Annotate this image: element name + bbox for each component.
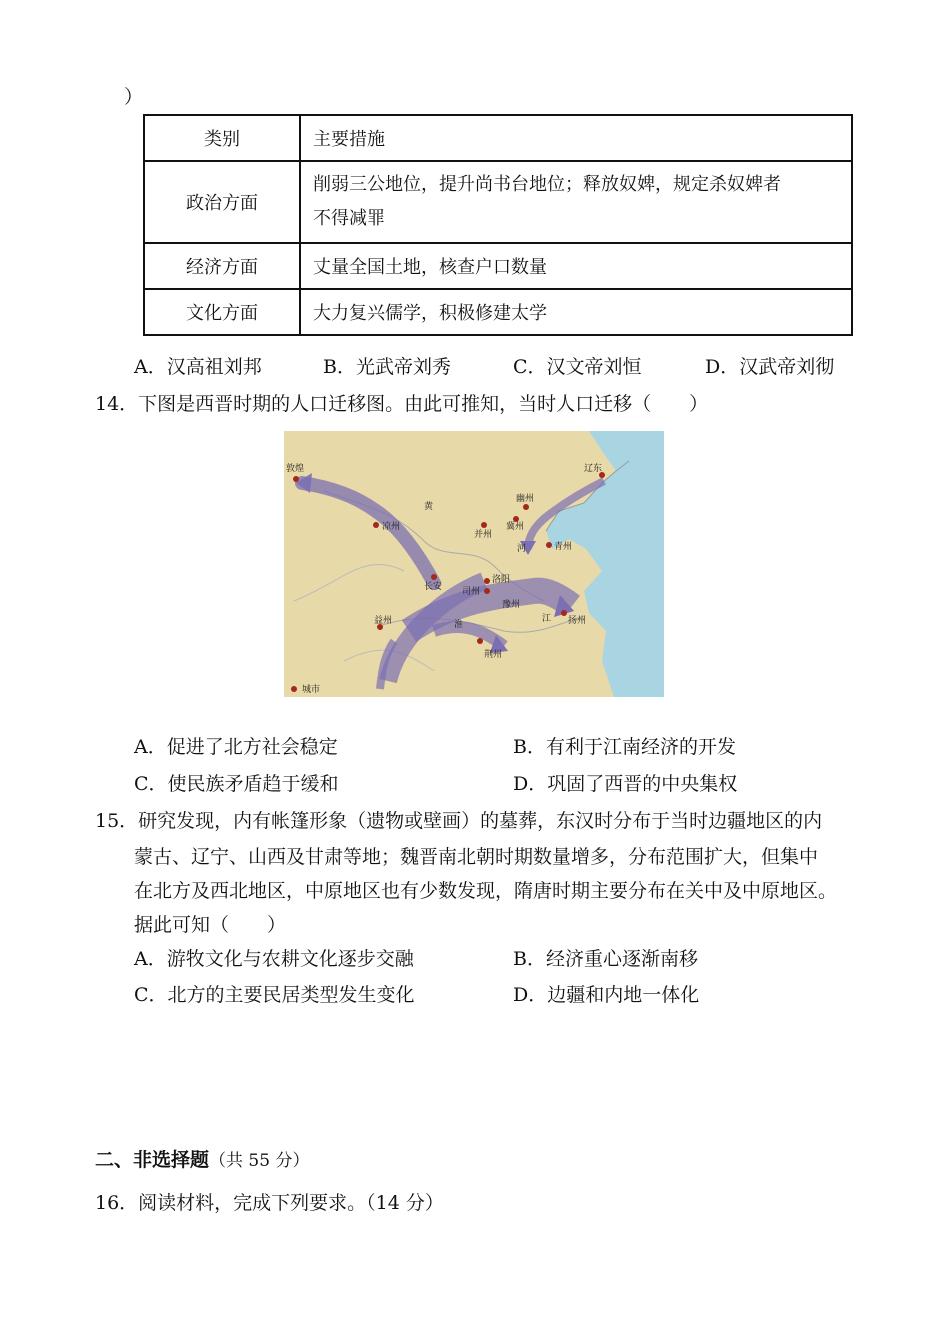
section-title: 二、非选择题	[95, 1149, 210, 1171]
map-label-qingzhou: 青州	[554, 542, 573, 552]
q15-option-c: C．北方的主要民居类型发生变化	[134, 984, 415, 1006]
map-label-bingzhou: 并州	[474, 530, 493, 540]
q14-option-d: D．巩固了西晋的中央集权	[513, 773, 738, 795]
migration-map-svg	[284, 431, 664, 697]
map-label-changan: 长安	[424, 582, 443, 592]
legend-city-dot	[291, 686, 297, 692]
row-measures-line: 削弱三公地位，提升尚书台地位；释放奴婢，规定杀奴婢者	[313, 174, 781, 195]
map-label-yizhou: 益州	[374, 616, 393, 626]
q15-option-a: A．游牧文化与农耕文化逐步交融	[134, 948, 414, 970]
map-label-jiang: 江	[542, 614, 552, 624]
migration-map	[284, 431, 664, 697]
city-dot	[431, 574, 437, 580]
map-label-he: 河	[517, 544, 527, 554]
map-label-yuzhou: 豫州	[502, 600, 521, 610]
question-paren: ）	[124, 86, 144, 108]
q14-stem: 14．下图是西晋时期的人口迁移图。由此可推知，当时人口迁移（ ）	[95, 393, 709, 415]
city-dot	[484, 578, 490, 584]
table-row	[144, 243, 852, 289]
header-measures: 主要措施	[300, 115, 852, 161]
q14-option-c: C．使民族矛盾趋于缓和	[134, 773, 339, 795]
city-dot	[373, 522, 379, 528]
map-label-youzhou: 幽州	[516, 494, 535, 504]
section-heading	[95, 1145, 309, 1172]
q14-option-b: B．有利于江南经济的开发	[513, 736, 736, 758]
q15-stem-line: 蒙古、辽宁、山西及甘肃等地；魏晋南北朝时期数量增多，分布范围扩大，但集中	[134, 846, 819, 868]
q13-option-c: C．汉文帝刘恒	[513, 356, 642, 378]
measures-table	[143, 114, 853, 336]
city-dot	[477, 638, 483, 644]
map-label-dunhuang: 敦煌	[286, 464, 305, 474]
q15-option-b: B．经济重心逐渐南移	[513, 948, 698, 970]
city-dot	[481, 522, 487, 528]
map-label-yangzhou: 扬州	[568, 616, 587, 626]
row-measures-line: 不得减罪	[313, 208, 385, 229]
map-label-liangzhou: 凉州	[382, 522, 401, 532]
map-label-huang: 黄	[424, 502, 434, 512]
section-score: （共 55 分）	[209, 1151, 310, 1171]
q13-option-a: A．汉高祖刘邦	[134, 356, 262, 378]
city-dot	[561, 610, 567, 616]
map-label-jizhou: 冀州	[506, 522, 525, 532]
map-label-huai: 淮	[454, 620, 464, 630]
q15-option-d: D．边疆和内地一体化	[513, 984, 700, 1006]
q14-option-a: A．促进了北方社会稳定	[134, 736, 338, 758]
q15-stem-line: 据此可知（ ）	[134, 914, 287, 936]
map-label-sizhou: 司州	[462, 587, 481, 597]
q15-stem-line: 在北方及西北地区，中原地区也有少数发现，隋唐时期主要分布在关中及中原地区。	[134, 880, 838, 902]
city-dot	[523, 504, 529, 510]
city-dot	[484, 588, 490, 594]
city-dot	[293, 476, 299, 482]
table-row	[144, 289, 852, 335]
map-label-jingzhou: 荆州	[484, 650, 503, 660]
q13-option-d: D．汉武帝刘彻	[705, 356, 835, 378]
map-legend-label: 城市	[302, 685, 321, 695]
table-header-row	[144, 115, 852, 161]
header-category: 类别	[144, 115, 300, 161]
q16-stem: 16．阅读材料，完成下列要求。（14 分）	[95, 1192, 444, 1214]
row-category: 经济方面	[144, 243, 300, 289]
row-category: 文化方面	[144, 289, 300, 335]
row-measures: 大力复兴儒学，积极修建太学	[300, 289, 852, 335]
row-category: 政治方面	[144, 161, 300, 243]
city-dot	[546, 542, 552, 548]
map-label-luoyang: 洛阳	[492, 575, 511, 585]
q15-stem-line: 15．研究发现，内有帐篷形象（遗物或壁画）的墓葬，东汉时分布于当时边疆地区的内	[95, 810, 823, 832]
q13-option-b: B．光武帝刘秀	[323, 356, 451, 378]
table-row	[144, 161, 852, 243]
row-measures	[300, 161, 852, 243]
map-label-liaodong: 辽东	[584, 464, 603, 474]
row-measures: 丈量全国土地，核查户口数量	[300, 243, 852, 289]
